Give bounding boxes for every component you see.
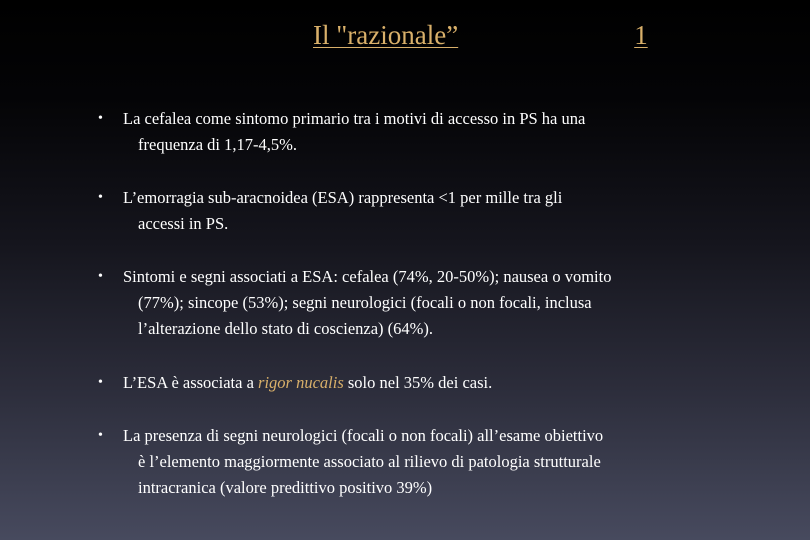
- bullet-marker: •: [98, 111, 103, 126]
- bullet-text-line: (77%); sincope (53%); segni neurologici (focali o non focali, inclusa: [138, 293, 592, 312]
- slide-title: [313, 18, 648, 52]
- title-text: Il "razionale”: [313, 20, 459, 50]
- bullet-text-line: La cefalea come sintomo primario tra i motivi di accesso in PS ha una: [123, 109, 586, 128]
- bullet-text-line: frequenza di 1,17-4,5%.: [138, 135, 297, 154]
- bullet-text-line: intracranica (valore predittivo positivo 39%): [138, 478, 433, 497]
- bullet-text-line: accessi in PS.: [138, 214, 229, 233]
- bullet-text-line: l’alterazione dello stato di coscienza) (64%).: [138, 319, 434, 338]
- italic-term: rigor nucalis: [258, 373, 344, 392]
- bullet-text-line: è l’elemento maggiormente associato al rilievo di patologia strutturale: [138, 452, 601, 471]
- bullet-marker: •: [98, 375, 103, 390]
- bullet-text-line: L’ESA è associata a rigor nucalis solo nel 35% dei casi.: [123, 373, 493, 392]
- bullet-text-line: La presenza di segni neurologici (focali o non focali) all’esame obiettivo: [123, 426, 604, 445]
- bullet-marker: •: [98, 269, 103, 284]
- bullet-marker: •: [98, 190, 103, 205]
- bullet-text-line: Sintomi e segni associati a ESA: cefalea (74%, 20-50%); nausea o vomito: [123, 267, 612, 286]
- bullet-marker: •: [98, 428, 103, 443]
- bullet-text-line: L’emorragia sub-aracnoidea (ESA) rappresenta <1 per mille tra gli: [123, 188, 563, 207]
- title-number: 1: [634, 20, 648, 50]
